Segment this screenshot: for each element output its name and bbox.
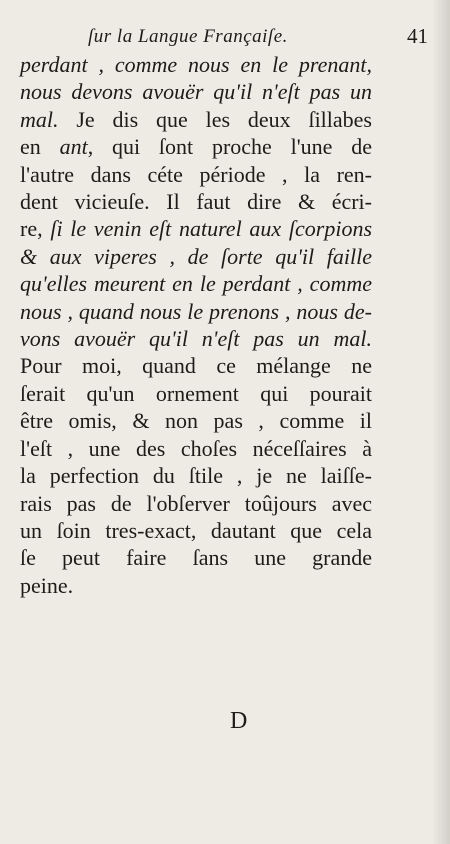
text-line bbox=[20, 78, 372, 105]
italic-text: qu'elles meurent en le perdant , comme bbox=[20, 271, 372, 297]
running-title: ſur la Langue Françaiſe. bbox=[88, 26, 288, 47]
signature-mark: D bbox=[230, 708, 248, 734]
italic-text: & aux viperes , de ſorte qu'il faille bbox=[20, 243, 372, 269]
roman-text: la perfection du ſtile , je ne laiſſe- bbox=[20, 463, 372, 489]
roman-text: dent vicieuſe. Il faut dire & écri- bbox=[20, 189, 372, 215]
text-line bbox=[20, 544, 372, 571]
text-line bbox=[20, 161, 372, 188]
roman-text: être omis, & non pas , comme il bbox=[20, 408, 372, 434]
text-line bbox=[20, 188, 372, 215]
text-line bbox=[20, 462, 372, 489]
page-number: 41 bbox=[407, 24, 428, 48]
text-line bbox=[20, 517, 372, 544]
text-line bbox=[20, 380, 372, 407]
roman-text: peine. bbox=[20, 572, 74, 598]
italic-text: mal. bbox=[20, 106, 59, 132]
text-line bbox=[20, 407, 372, 434]
text-line bbox=[20, 133, 372, 160]
page-header bbox=[88, 24, 428, 54]
roman-text: re, bbox=[20, 216, 51, 242]
text-line bbox=[20, 243, 372, 270]
roman-text: Pour moi, quand ce mélange ne bbox=[20, 353, 372, 379]
text-line bbox=[20, 298, 372, 325]
text-line bbox=[20, 325, 372, 352]
italic-text: nous devons avouër qu'il n'eſt pas un bbox=[20, 79, 372, 105]
text-line bbox=[20, 106, 372, 133]
body-text bbox=[20, 51, 372, 599]
roman-text: l'autre dans céte période , la ren- bbox=[20, 161, 372, 187]
page-shadow bbox=[432, 0, 450, 844]
text-line bbox=[20, 490, 372, 517]
roman-text: un ſoin tres-exact, dautant que cela bbox=[20, 517, 372, 543]
text-line bbox=[20, 572, 372, 599]
italic-text: ſi le venin eſt naturel aux ſcorpions bbox=[50, 216, 373, 242]
text-line bbox=[20, 435, 372, 462]
roman-text: ſe peut faire ſans une grande bbox=[20, 545, 372, 571]
italic-text: ant bbox=[59, 134, 88, 160]
text-line bbox=[20, 270, 372, 297]
roman-text: Je dis que les deux ſillabes bbox=[58, 106, 372, 132]
roman-text: , qui ſont proche l'une de bbox=[87, 134, 372, 160]
roman-text: en bbox=[20, 134, 60, 160]
text-line bbox=[20, 215, 372, 242]
roman-text: rais pas de l'obſerver toûjours avec bbox=[20, 490, 372, 516]
italic-text: nous , quand nous le prenons , nous de- bbox=[20, 298, 372, 324]
text-line bbox=[20, 352, 372, 379]
italic-text: perdant , comme nous en le prenant, bbox=[20, 52, 372, 77]
roman-text: l'eſt , une des choſes néceſſaires à bbox=[20, 435, 372, 461]
text-line bbox=[20, 51, 372, 78]
italic-text: vons avouër qu'il n'eſt pas un mal. bbox=[20, 326, 372, 352]
roman-text: ſerait qu'un ornement qui pourait bbox=[20, 380, 372, 406]
